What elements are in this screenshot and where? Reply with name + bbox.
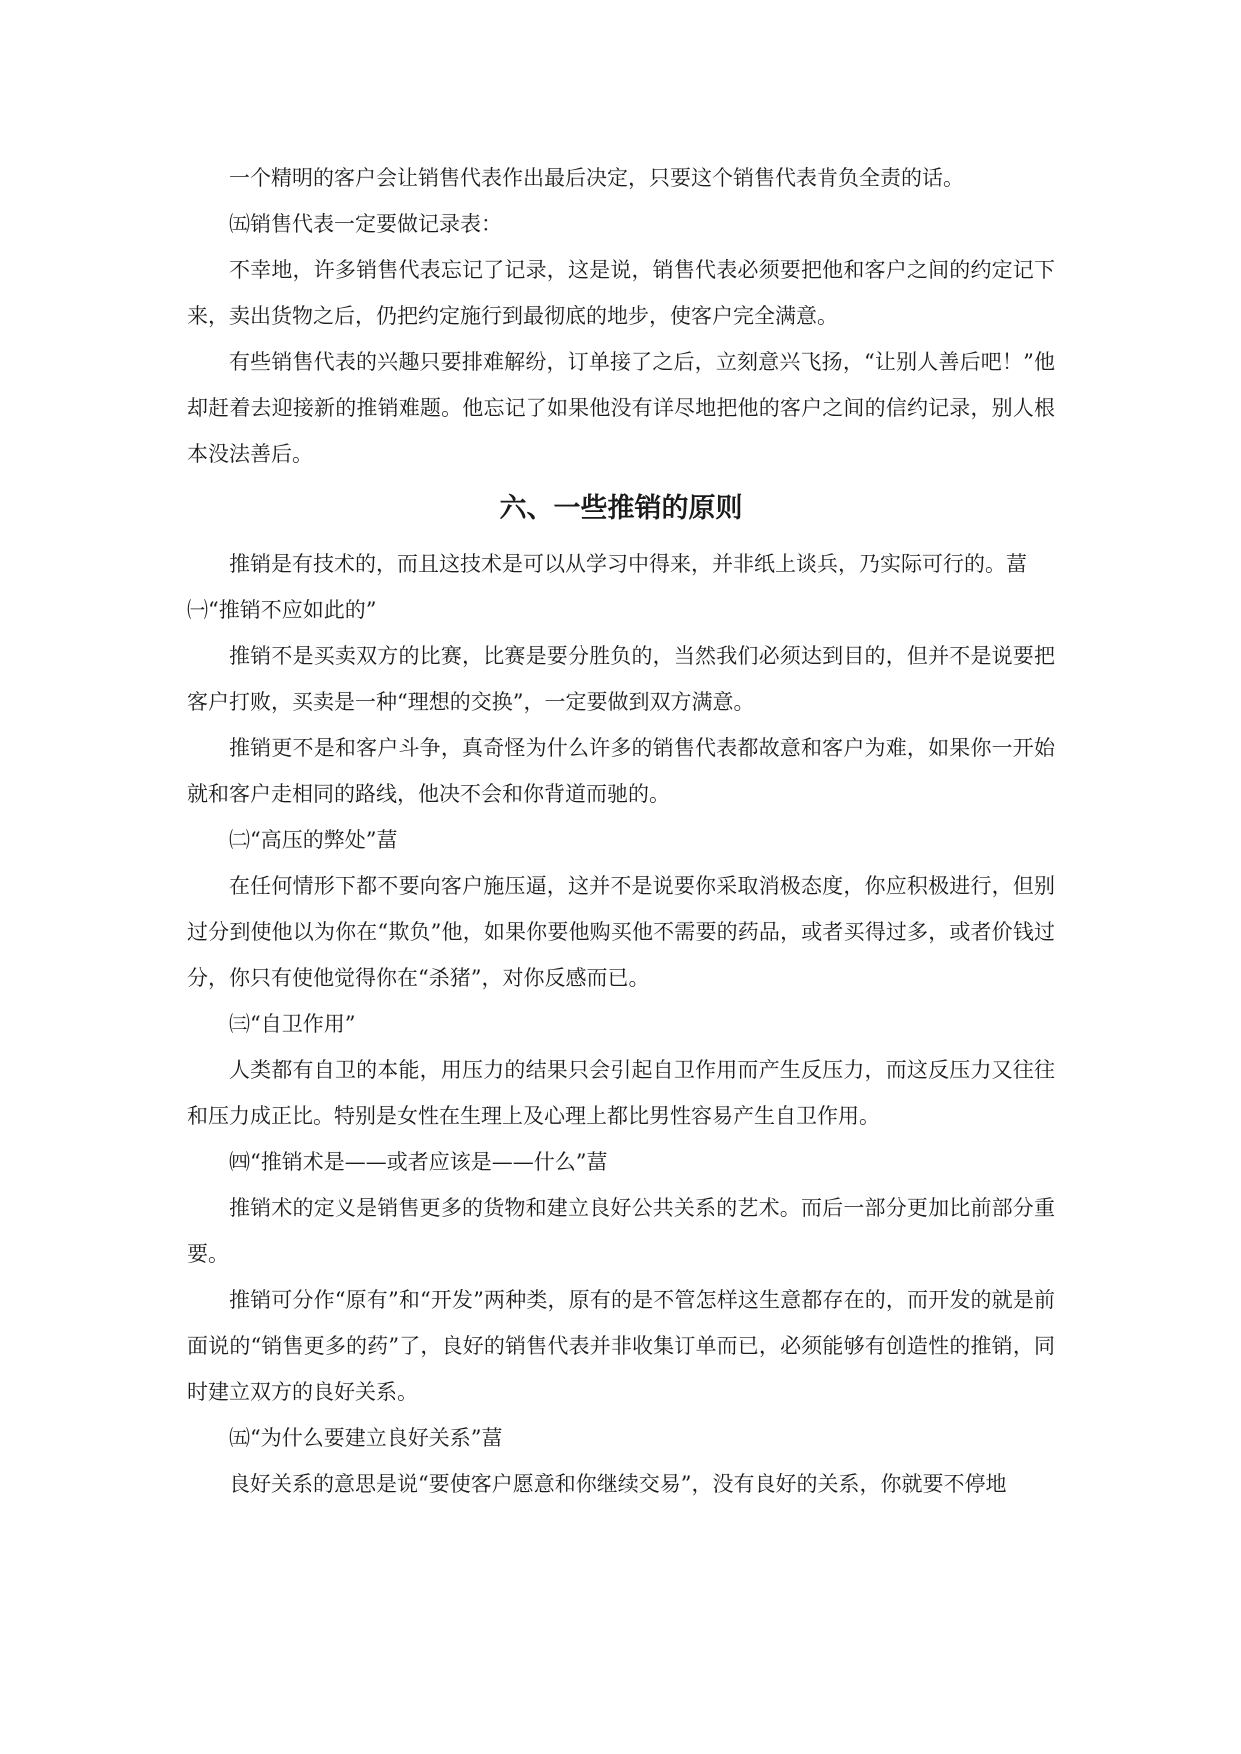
body-paragraph: 推销更不是和客户斗争，真奇怪为什么许多的销售代表都故意和客户为难，如果你一开始就和客户走相同的路线，他决不会和你背道而驰的。 [187,736,1055,806]
body-paragraph: 推销是有技术的，而且这技术是可以从学习中得来，并非纸上谈兵，乃实际可行的。葍 [229,552,1027,576]
body-paragraph: 在任何情形下都不要向客户施压逼，这并不是说要你采取消极态度，你应积极进行，但别过分到使他以为你在“欺负”他，如果你要他购买他不需要的药品，或者买得过多，或者价钱过分，你只有使他觉得你在“杀猪”，对你反感而已。 [187,874,1055,990]
body-paragraph: 有些销售代表的兴趣只要排难解纷，订单接了之后，立刻意兴飞扬，“让别人善后吧！”他却赶着去迎接新的推销难题。他忘记了如果他没有详尽地把他的客户之间的信约记录，别人根本没法善后。 [187,350,1055,466]
subsection-heading: ㈣“推销术是——或者应该是——什么”葍 [229,1150,608,1174]
body-paragraph: 良好关系的意思是说“要使客户愿意和你继续交易”，没有良好的关系，你就要不停地 [229,1472,1007,1496]
subsection-heading: ㈠“推销不应如此的” [187,598,377,622]
body-paragraph: 不幸地，许多销售代表忘记了记录，这是说，销售代表必须要把他和客户之间的约定记下来，卖出货物之后，仍把约定施行到最彻底的地步，使客户完全满意。 [187,258,1055,328]
subsection-heading: ㈡“高压的弊处”葍 [229,828,398,852]
document-page [187,155,1055,1507]
section-title: 六、一些推销的原则 [499,493,743,524]
subsection-heading: ㈤“为什么要建立良好关系”葍 [229,1426,503,1450]
body-paragraph: 推销可分作“原有”和“开发”两种类，原有的是不管怎样这生意都存在的，而开发的就是前面说的“销售更多的药”了，良好的销售代表并非收集订单而已，必须能够有创造性的推销，同时建立双方的良好关系。 [187,1288,1055,1404]
subsection-heading: ㈢“自卫作用” [229,1012,356,1036]
body-paragraph: 一个精明的客户会让销售代表作出最后决定，只要这个销售代表肯负全责的话。 [229,166,964,190]
body-paragraph: 推销不是买卖双方的比赛，比赛是要分胜负的，当然我们必须达到目的，但并不是说要把客户打败，买卖是一种“理想的交换”，一定要做到双方满意。 [187,644,1055,714]
body-paragraph: 人类都有自卫的本能，用压力的结果只会引起自卫作用而产生反压力，而这反压力又往往和压力成正比。特别是女性在生理上及心理上都比男性容易产生自卫作用。 [187,1058,1055,1128]
subsection-heading: ㈤销售代表一定要做记录表： [229,212,502,236]
body-paragraph: 推销术的定义是销售更多的货物和建立良好公共关系的艺术。而后一部分更加比前部分重要。 [187,1196,1055,1266]
